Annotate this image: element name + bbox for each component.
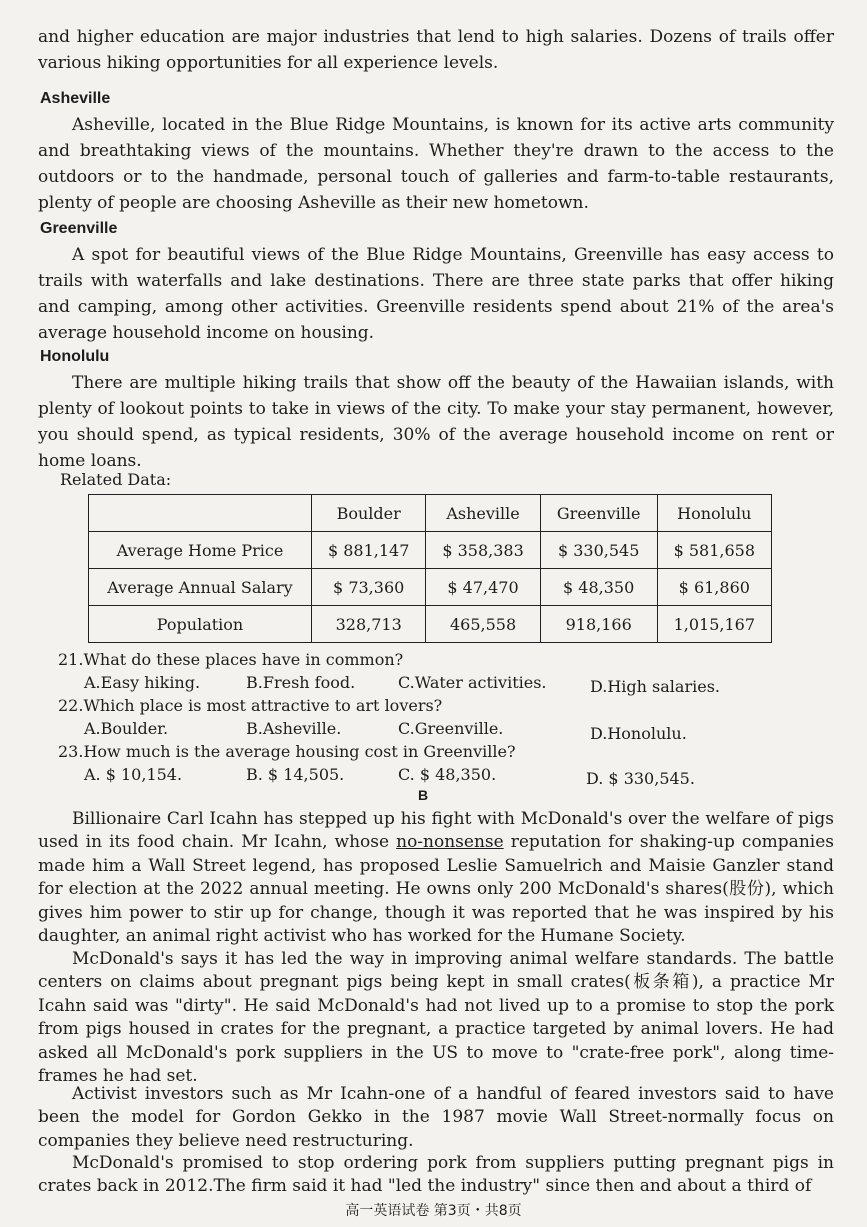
table-header-cell: Asheville [426, 495, 540, 532]
question-23-option-c[interactable]: C. $ 48,350. [398, 765, 497, 784]
passage-b-paragraph-4: McDonald's promised to stop ordering pork from suppliers putting pregnant pigs in crates back in 2012.The firm said it had "led the industry" since then and about a third of [38, 1153, 834, 1197]
question-21-stem: 21.What do these places have in common? [58, 650, 404, 669]
question-22-option-a[interactable]: A.Boulder. [84, 719, 169, 738]
table-cell: 1,015,167 [657, 606, 771, 643]
question-22-option-b[interactable]: B.Asheville. [246, 719, 342, 738]
table-header-cell: Boulder [312, 495, 426, 532]
question-22-option-c[interactable]: C.Greenville. [398, 719, 504, 738]
question-21-option-d[interactable]: D.High salaries. [590, 677, 720, 696]
table-cell: Population [89, 606, 312, 643]
table-cell: $ 881,147 [312, 532, 426, 569]
table-cell: Average Home Price [89, 532, 312, 569]
paragraph-asheville: Asheville, located in the Blue Ridge Mountains, is known for its active arts community and breathtaking views of the mountains. Whether they're drawn to the access to the outdoors or to the handmade, personal touch of galleries and farm-to-table restaurants, plenty of people are choosing Asheville as their new hometown. [38, 115, 834, 213]
passage-b-paragraph-1 [38, 808, 834, 948]
heading-greenville: Greenville [40, 220, 118, 237]
paragraph-honolulu: There are multiple hiking trails that show off the beauty of the Hawaiian islands, with plenty of lookout points to take in views of the city. To make your stay permanent, however, you should spend, as typical residents, 30% of the average household income on rent or home loans. [38, 373, 834, 471]
table-cell: $ 61,860 [657, 569, 771, 606]
page-footer: 高一英语试卷 第3页・共8页 [345, 1203, 522, 1219]
question-21-option-a[interactable]: A.Easy hiking. [84, 673, 201, 692]
table-cell: $ 47,470 [426, 569, 540, 606]
question-23-option-b[interactable]: B. $ 14,505. [246, 765, 345, 784]
table-cell: $ 581,658 [657, 532, 771, 569]
table-cell: $ 48,350 [540, 569, 657, 606]
question-22-stem: 22.Which place is most attractive to art lovers? [58, 696, 443, 715]
table-cell: $ 358,383 [426, 532, 540, 569]
question-23-option-a[interactable]: A. $ 10,154. [84, 765, 183, 784]
table-header-row [89, 495, 772, 532]
intro-paragraph: and higher education are major industries that lend to high salaries. Dozens of trails offer various hiking opportunities for all experience levels. [38, 27, 834, 73]
table-cell: 328,713 [312, 606, 426, 643]
table-cell: Average Annual Salary [89, 569, 312, 606]
passage-b-p1-before: Billionaire Carl Icahn has stepped up his fight with McDonald's over the welfare of pigs used in its food chain. Mr Icahn, whose [38, 809, 834, 853]
related-data-table [88, 494, 772, 643]
table-header-cell: Honolulu [657, 495, 771, 532]
paragraph-greenville: A spot for beautiful views of the Blue Ridge Mountains, Greenville has easy access to trails with waterfalls and lake destinations. There are three state parks that offer hiking and camping, among other activities. Greenville residents spend about 21% of the area's average household income on housing. [38, 245, 834, 343]
passage-b-paragraph-3: Activist investors such as Mr Icahn-one of a handful of feared investors said to have been the model for Gordon Gekko in the 1987 movie Wall Street-normally focus on companies they believe need restructuring. [38, 1084, 834, 1151]
table-cell: $ 330,545 [540, 532, 657, 569]
table-cell: 918,166 [540, 606, 657, 643]
passage-b-paragraph-2: McDonald's says it has led the way in improving animal welfare standards. The battle centers on claims about pregnant pigs being kept in small crates(板条箱), a practice Mr Icahn said was "dirty". He said McDonald's had not lived up to a promise to stop the pork from pigs housed in crates for the pregnant, a practice targeted by animal lovers. He had asked all McDonald's pork suppliers in the US to move to "crate-free pork", along time-frames he had set. [38, 949, 834, 1087]
underlined-word: no-nonsense [396, 832, 504, 853]
question-23-stem: 23.How much is the average housing cost in Greenville? [58, 742, 516, 761]
heading-asheville: Asheville [40, 90, 111, 107]
heading-honolulu: Honolulu [40, 348, 110, 365]
table-cell: 465,558 [426, 606, 540, 643]
table-header-cell: Greenville [540, 495, 657, 532]
question-23-option-d[interactable]: D. $ 330,545. [586, 769, 695, 788]
table-row [89, 569, 772, 606]
question-22-option-d[interactable]: D.Honolulu. [590, 724, 687, 743]
table-row [89, 606, 772, 643]
passage-b-p1-after: reputation for shaking-up companies made him a Wall Street legend, has proposed Leslie Samuelrich and Maisie Ganzler stand for election at the 2022 annual meeting. He owns only 200 McDonald's shares(股份), which gives him power to stir up for change, though it was reported that he was inspired by his daughter, an animal right activist who has worked for the Humane Society. [38, 832, 834, 947]
table-header-cell [89, 495, 312, 532]
question-21-option-b[interactable]: B.Fresh food. [246, 673, 356, 692]
question-21-option-c[interactable]: C.Water activities. [398, 673, 547, 692]
table-row [89, 532, 772, 569]
table-cell: $ 73,360 [312, 569, 426, 606]
related-data-label: Related Data: [60, 470, 172, 489]
section-b-label: B [418, 787, 429, 803]
